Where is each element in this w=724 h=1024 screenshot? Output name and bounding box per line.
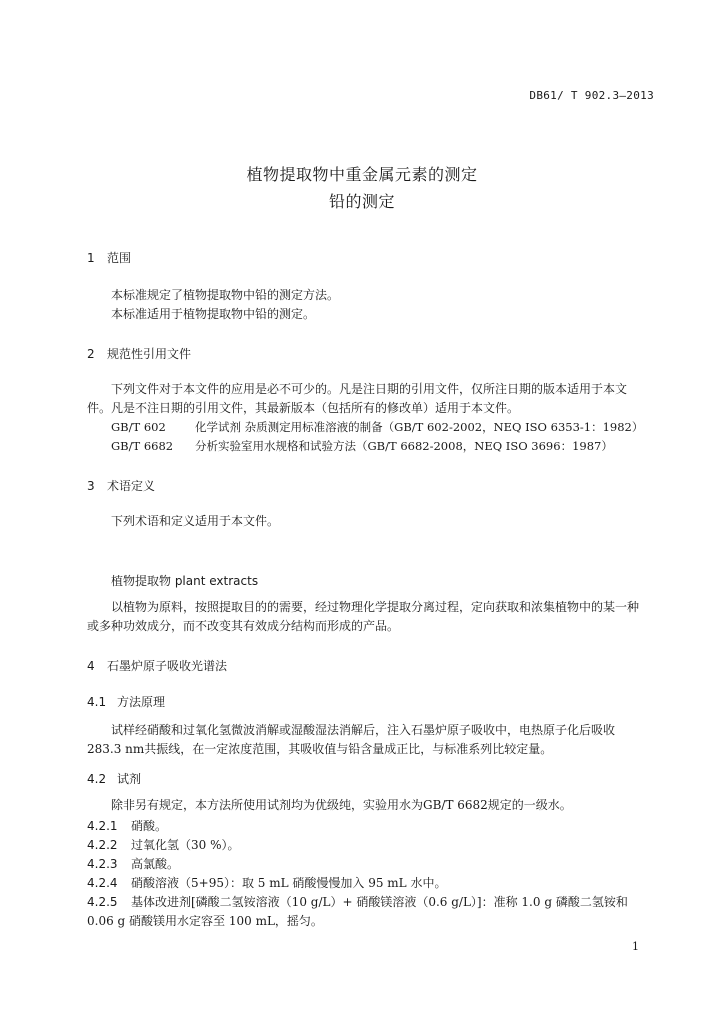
item-text: 高氯酸。	[131, 857, 180, 871]
reference-item	[111, 437, 613, 456]
paragraph-continuation: 283.3 nm共振线，在一定浓度范围，其吸收值与铅含量成正比，与标准系列比较定量。	[87, 742, 553, 756]
section-2-heading	[87, 345, 191, 362]
reagent-item	[87, 836, 240, 855]
subsection-title: 方法原理	[117, 695, 166, 709]
section-number: 1	[87, 251, 95, 265]
paragraph: 本标准规定了植物提取物中铅的测定方法。	[111, 288, 340, 302]
paragraph: 除非另有规定，本方法所使用试剂均为优级纯，实验用水为GB/T 6682规定的一级水。	[111, 798, 572, 812]
subsection-number: 4.1	[87, 695, 107, 709]
section-1-heading	[87, 249, 131, 266]
section-title: 术语定义	[107, 479, 156, 493]
page-number: 1	[632, 940, 639, 953]
paragraph: 下列文件对于本文件的应用是必不可少的。凡是注日期的引用文件，仅所注日期的版本适用于本文	[111, 382, 628, 396]
item-number: 4.2.4	[87, 876, 118, 890]
subsection-4-1-heading	[87, 693, 165, 710]
reference-title: 化学试剂 杂质测定用标准溶液的制备（GB/T 602-2002，NEQ ISO 6353-1：1982）	[195, 420, 644, 434]
reference-code: GB/T 6682	[111, 439, 174, 453]
paragraph: 本标准适用于植物提取物中铅的测定。	[111, 307, 316, 321]
item-number: 4.2.1	[87, 819, 118, 833]
item-text: 基体改进剂[磷酸二氢铵溶液（10 g/L）+ 硝酸镁溶液（0.6 g/L）]：准称 1.0 g 磷酸二氢铵和	[131, 895, 628, 909]
paragraph: 试样经硝酸和过氧化氢微波消解或湿酸湿法消解后，注入石墨炉原子吸收中，电热原子化后吸收	[111, 723, 616, 737]
item-text: 过氧化氢（30 %）。	[131, 838, 240, 852]
term-definition: 以植物为原料，按照提取目的的需要，经过物理化学提取分离过程，定向获取和浓集植物中的某一种	[111, 600, 640, 614]
section-number: 2	[87, 347, 95, 361]
standard-code: DB61/ T 902.3—2013	[529, 89, 654, 102]
item-text: 硝酸溶液（5+95）：取 5 mL 硝酸慢慢加入 95 mL 水中。	[131, 876, 447, 890]
reagent-item	[87, 855, 179, 874]
section-title: 石墨炉原子吸收光谱法	[107, 659, 228, 673]
section-title: 范围	[107, 251, 132, 265]
term-heading: 植物提取物 plant extracts	[111, 574, 259, 588]
item-number: 4.2.5	[87, 895, 118, 909]
paragraph: 下列术语和定义适用于本文件。	[111, 514, 280, 528]
reagent-item	[87, 874, 446, 893]
section-4-heading	[87, 657, 227, 674]
document-subtitle: 铅的测定	[328, 192, 395, 211]
paragraph-continuation: 件。凡是不注日期的引用文件，其最新版本（包括所有的修改单）适用于本文件。	[87, 401, 520, 415]
term-definition-continuation: 或多种功效成分，而不改变其有效成分结构而形成的产品。	[87, 619, 400, 633]
item-number: 4.2.3	[87, 857, 118, 871]
reference-item	[111, 418, 643, 437]
reference-title: 分析实验室用水规格和试验方法（GB/T 6682-2008，NEQ ISO 3696：1987）	[195, 439, 613, 453]
item-text: 硝酸。	[131, 819, 168, 833]
reference-code: GB/T 602	[111, 420, 166, 434]
section-title: 规范性引用文件	[107, 347, 192, 361]
section-number: 3	[87, 479, 95, 493]
item-number: 4.2.2	[87, 838, 118, 852]
subsection-title: 试剂	[117, 772, 142, 786]
subsection-4-2-heading	[87, 770, 141, 787]
reagent-item	[87, 817, 167, 836]
subsection-number: 4.2	[87, 772, 107, 786]
reagent-item	[87, 893, 628, 912]
section-number: 4	[87, 659, 95, 673]
document-title: 植物提取物中重金属元素的测定	[246, 165, 478, 184]
reagent-item-continuation: 0.06 g 硝酸镁用水定容至 100 mL，摇匀。	[87, 914, 323, 928]
section-3-heading	[87, 477, 155, 494]
